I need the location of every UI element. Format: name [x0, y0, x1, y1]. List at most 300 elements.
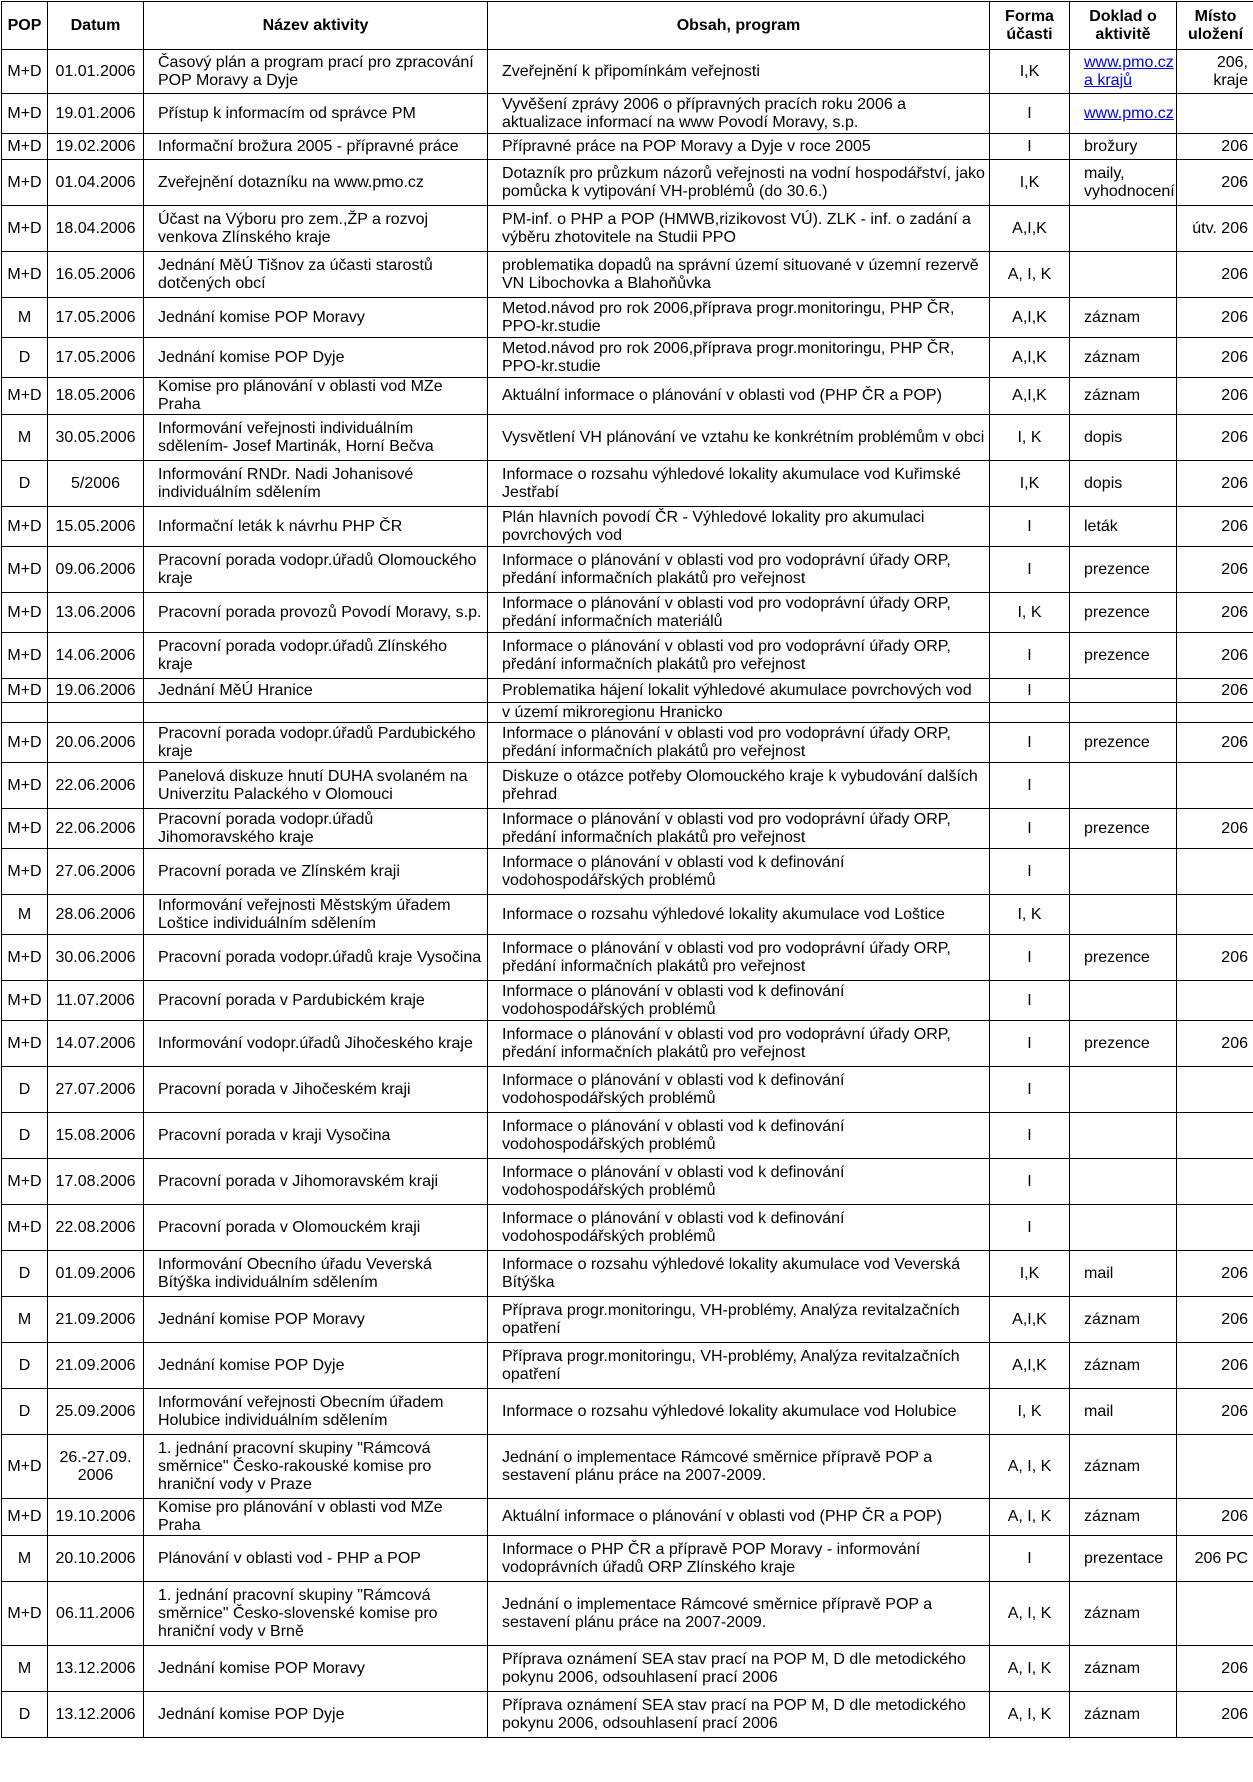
forma-cell: A,I,K	[990, 378, 1070, 415]
date-cell	[48, 703, 144, 723]
misto-cell	[1177, 849, 1253, 895]
doklad-cell: prezence	[1070, 1021, 1177, 1067]
forma-cell: I, K	[990, 895, 1070, 935]
table-row	[2, 1692, 1253, 1738]
forma-cell: A,I,K	[990, 1297, 1070, 1343]
table-row	[2, 507, 1253, 547]
activity-table-wrapper	[1, 1, 1253, 1738]
pop-cell: M+D	[2, 849, 48, 895]
content-cell: Přípravné práce na POP Moravy a Dyje v roce 2005	[488, 134, 990, 160]
doklad-cell: prezence	[1070, 723, 1177, 763]
misto-cell: 206	[1177, 461, 1253, 507]
pop-cell: M+D	[2, 50, 48, 94]
table-row	[2, 1159, 1253, 1205]
table-row	[2, 1646, 1253, 1692]
doklad-cell	[1070, 1113, 1177, 1159]
doklad-cell: dopis	[1070, 461, 1177, 507]
table-row	[2, 252, 1253, 298]
date-cell: 21.09.2006	[48, 1343, 144, 1389]
pop-cell: D	[2, 338, 48, 378]
misto-cell: 206	[1177, 378, 1253, 415]
misto-cell: 206	[1177, 1646, 1253, 1692]
activity-name-cell: Informační leták k návrhu PHP ČR	[144, 507, 488, 547]
forma-cell: I	[990, 935, 1070, 981]
date-cell: 22.06.2006	[48, 763, 144, 809]
pop-cell: M+D	[2, 378, 48, 415]
content-cell: problematika dopadů na správní území situované v územní rezervě VN Libochovka a Blahoňůvka	[488, 252, 990, 298]
activity-name-cell: Přístup k informacím od správce PM	[144, 94, 488, 134]
doklad-cell: prezence	[1070, 593, 1177, 633]
activity-name-cell: Pracovní porada vodopr.úřadů Olomouckého kraje	[144, 547, 488, 593]
date-cell: 17.05.2006	[48, 338, 144, 378]
activity-name-cell: Informování Obecního úřadu Veverská Bítýška individuálním sdělením	[144, 1251, 488, 1297]
content-cell: Informace o plánování v oblasti vod k definování vodohospodářských problémů	[488, 981, 990, 1021]
date-cell: 30.06.2006	[48, 935, 144, 981]
date-cell: 15.05.2006	[48, 507, 144, 547]
content-cell: Aktuální informace o plánování v oblasti vod (PHP ČR a POP)	[488, 378, 990, 415]
misto-cell: 206	[1177, 134, 1253, 160]
forma-cell: I, K	[990, 1389, 1070, 1435]
pop-cell: M+D	[2, 763, 48, 809]
table-row	[2, 1389, 1253, 1435]
doklad-cell	[1070, 50, 1177, 94]
table-row	[2, 1343, 1253, 1389]
doklad-cell	[1070, 1067, 1177, 1113]
doklad-cell	[1070, 206, 1177, 252]
misto-cell: 206	[1177, 507, 1253, 547]
date-cell: 25.09.2006	[48, 1389, 144, 1435]
pop-cell: M+D	[2, 1205, 48, 1251]
doklad-cell: prezence	[1070, 809, 1177, 849]
doklad-cell	[1070, 763, 1177, 809]
forma-cell: I, K	[990, 415, 1070, 461]
date-cell: 01.01.2006	[48, 50, 144, 94]
content-cell: Vyvěšení zprávy 2006 o přípravných pracích roku 2006 a aktualizace informací na www Povodí Moravy, s.p.	[488, 94, 990, 134]
date-cell: 13.12.2006	[48, 1692, 144, 1738]
forma-cell: I	[990, 547, 1070, 593]
content-cell: Dotazník pro průzkum názorů veřejnosti na vodní hospodářství, jako pomůcka k vytipování VH-problémů (do 30.6.)	[488, 160, 990, 206]
pop-cell: D	[2, 1343, 48, 1389]
misto-cell: 206	[1177, 809, 1253, 849]
activity-name-cell: Komise pro plánování v oblasti vod MZe Praha	[144, 378, 488, 415]
date-cell: 20.10.2006	[48, 1536, 144, 1582]
pop-cell: M+D	[2, 160, 48, 206]
content-cell: Informace o plánování v oblasti vod pro vodoprávní úřady ORP, předání informačních plakátů pro veřejnost	[488, 1021, 990, 1067]
misto-cell: 206	[1177, 160, 1253, 206]
pop-cell: M+D	[2, 507, 48, 547]
table-row	[2, 378, 1253, 415]
content-cell: v území mikroregionu Hranicko	[488, 703, 990, 723]
content-cell: Jednání o implementace Rámcové směrnice přípravě POP a sestavení plánu práce na 2007-2009.	[488, 1435, 990, 1499]
content-cell: Informace o plánování v oblasti vod k definování vodohospodářských problémů	[488, 1205, 990, 1251]
forma-cell: A, I, K	[990, 252, 1070, 298]
table-row	[2, 1113, 1253, 1159]
table-row	[2, 723, 1253, 763]
doklad-cell: záznam	[1070, 1297, 1177, 1343]
forma-cell: I	[990, 1067, 1070, 1113]
pop-cell: D	[2, 1113, 48, 1159]
activity-name-cell: Jednání komise POP Moravy	[144, 1646, 488, 1692]
activity-name-cell: Pracovní porada vodopr.úřadů Pardubického kraje	[144, 723, 488, 763]
pop-cell: M+D	[2, 134, 48, 160]
content-cell: Příprava oznámení SEA stav prací na POP M, D dle metodického pokynu 2006, odsouhlasení prací 2006	[488, 1646, 990, 1692]
doklad-cell	[1070, 94, 1177, 134]
header-obsah: Obsah, program	[488, 2, 990, 50]
misto-cell: 206	[1177, 1692, 1253, 1738]
activity-name-cell: Panelová diskuze hnutí DUHA svolaném na Univerzitu Palackého v Olomouci	[144, 763, 488, 809]
table-row	[2, 679, 1253, 703]
table-row	[2, 763, 1253, 809]
table-row	[2, 547, 1253, 593]
misto-cell: 206	[1177, 723, 1253, 763]
misto-cell	[1177, 703, 1253, 723]
forma-cell: I	[990, 809, 1070, 849]
pop-cell: D	[2, 461, 48, 507]
content-cell: Zveřejnění k připomínkám veřejnosti	[488, 50, 990, 94]
content-cell: PM-inf. o PHP a POP (HMWB,rizikovost VÚ). ZLK - inf. o zadání a výběru zhotovitele na Studii PPO	[488, 206, 990, 252]
doklad-cell: brožury	[1070, 134, 1177, 160]
activity-name-cell: Informování vodopr.úřadů Jihočeského kraje	[144, 1021, 488, 1067]
misto-cell	[1177, 94, 1253, 134]
misto-cell: 206	[1177, 679, 1253, 703]
pop-cell: M+D	[2, 1021, 48, 1067]
doklad-cell: prezence	[1070, 547, 1177, 593]
forma-cell	[990, 703, 1070, 723]
date-cell: 19.10.2006	[48, 1499, 144, 1536]
doklad-cell: záznam	[1070, 378, 1177, 415]
activity-name-cell: Jednání komise POP Dyje	[144, 1343, 488, 1389]
pop-cell: M	[2, 1297, 48, 1343]
misto-cell: 206	[1177, 252, 1253, 298]
forma-cell: I	[990, 94, 1070, 134]
content-cell: Informace o plánování v oblasti vod pro vodoprávní úřady ORP, předání informačních plakátů pro veřejnost	[488, 547, 990, 593]
header-pop: POP	[2, 2, 48, 50]
misto-cell	[1177, 1205, 1253, 1251]
pop-cell: M+D	[2, 935, 48, 981]
date-cell: 18.05.2006	[48, 378, 144, 415]
forma-cell: I,K	[990, 1251, 1070, 1297]
table-row	[2, 1499, 1253, 1536]
date-cell: 14.07.2006	[48, 1021, 144, 1067]
doklad-link[interactable]: www.pmo.cz a krajů	[1084, 53, 1174, 89]
misto-cell: 206, kraje	[1177, 50, 1253, 94]
date-cell: 16.05.2006	[48, 252, 144, 298]
activity-name-cell: Jednání komise POP Moravy	[144, 298, 488, 338]
doklad-cell	[1070, 1205, 1177, 1251]
activity-name-cell: Pracovní porada v Jihomoravském kraji	[144, 1159, 488, 1205]
table-row	[2, 593, 1253, 633]
pop-cell: M+D	[2, 981, 48, 1021]
forma-cell: A,I,K	[990, 206, 1070, 252]
pop-cell: M+D	[2, 593, 48, 633]
content-cell: Informace o plánování v oblasti vod pro vodoprávní úřady ORP, předání informačních plakátů pro veřejnost	[488, 935, 990, 981]
doklad-cell: leták	[1070, 507, 1177, 547]
content-cell: Informace o plánování v oblasti vod k definování vodohospodářských problémů	[488, 849, 990, 895]
pop-cell: M+D	[2, 206, 48, 252]
misto-cell	[1177, 981, 1253, 1021]
content-cell: Informace o plánování v oblasti vod pro vodoprávní úřady ORP, předání informačních plakátů pro veřejnost	[488, 809, 990, 849]
pop-cell: M+D	[2, 679, 48, 703]
activity-name-cell: Pracovní porada v Jihočeském kraji	[144, 1067, 488, 1113]
content-cell: Příprava progr.monitoringu, VH-problémy, Analýza revitalzačních opatření	[488, 1343, 990, 1389]
content-cell: Metod.návod pro rok 2006,příprava progr.monitoringu, PHP ČR, PPO-kr.studie	[488, 298, 990, 338]
table-body	[2, 50, 1253, 1738]
pop-cell: M+D	[2, 94, 48, 134]
doklad-cell	[1070, 679, 1177, 703]
activity-name-cell: Jednání MěÚ Hranice	[144, 679, 488, 703]
table-row	[2, 1021, 1253, 1067]
date-cell: 28.06.2006	[48, 895, 144, 935]
misto-cell: 206	[1177, 1499, 1253, 1536]
table-row	[2, 849, 1253, 895]
forma-cell: A, I, K	[990, 1499, 1070, 1536]
activity-name-cell: 1. jednání pracovní skupiny "Rámcová směrnice" Česko-slovenské komise pro hraniční vody v Brně	[144, 1582, 488, 1646]
table-row	[2, 1297, 1253, 1343]
misto-cell	[1177, 1113, 1253, 1159]
misto-cell	[1177, 1159, 1253, 1205]
activity-name-cell: Pracovní porada provozů Povodí Moravy, s.p.	[144, 593, 488, 633]
date-cell: 11.07.2006	[48, 981, 144, 1021]
table-row	[2, 809, 1253, 849]
date-cell: 27.07.2006	[48, 1067, 144, 1113]
table-row	[2, 981, 1253, 1021]
date-cell: 01.04.2006	[48, 160, 144, 206]
content-cell: Informace o PHP ČR a přípravě POP Moravy - informování vodoprávních úřadů ORP Zlínského kraje	[488, 1536, 990, 1582]
table-row	[2, 206, 1253, 252]
pop-cell	[2, 703, 48, 723]
activity-name-cell: Komise pro plánování v oblasti vod MZe Praha	[144, 1499, 488, 1536]
pop-cell: M+D	[2, 1435, 48, 1499]
table-row	[2, 633, 1253, 679]
forma-cell: A,I,K	[990, 1343, 1070, 1389]
content-cell: Informace o rozsahu výhledové lokality akumulace vod Veverská Bítýška	[488, 1251, 990, 1297]
forma-cell: I	[990, 679, 1070, 703]
pop-cell: M+D	[2, 1499, 48, 1536]
misto-cell	[1177, 1582, 1253, 1646]
content-cell: Vysvětlení VH plánování ve vztahu ke konkrétním problémům v obci	[488, 415, 990, 461]
activity-name-cell: Jednání komise POP Moravy	[144, 1297, 488, 1343]
content-cell: Příprava oznámení SEA stav prací na POP M, D dle metodického pokynu 2006, odsouhlasení prací 2006	[488, 1692, 990, 1738]
forma-cell: I	[990, 633, 1070, 679]
doklad-cell	[1070, 895, 1177, 935]
misto-cell: 206	[1177, 1343, 1253, 1389]
activity-name-cell: Pracovní porada v kraji Vysočina	[144, 1113, 488, 1159]
pop-cell: D	[2, 1251, 48, 1297]
pop-cell: M+D	[2, 1159, 48, 1205]
date-cell: 21.09.2006	[48, 1297, 144, 1343]
table-row	[2, 1251, 1253, 1297]
pop-cell: D	[2, 1389, 48, 1435]
date-cell: 26.-27.09. 2006	[48, 1435, 144, 1499]
doklad-cell: maily, vyhodnocení	[1070, 160, 1177, 206]
doklad-cell: záznam	[1070, 1582, 1177, 1646]
activity-name-cell: Informování veřejnosti individuálním sdělením- Josef Martinák, Horní Bečva	[144, 415, 488, 461]
activity-name-cell: Plánování v oblasti vod - PHP a POP	[144, 1536, 488, 1582]
forma-cell: I	[990, 1159, 1070, 1205]
date-cell: 13.06.2006	[48, 593, 144, 633]
doklad-cell: prezence	[1070, 935, 1177, 981]
activity-name-cell: Informování RNDr. Nadi Johanisové individuálním sdělením	[144, 461, 488, 507]
doklad-cell	[1070, 849, 1177, 895]
table-row	[2, 935, 1253, 981]
doklad-cell: záznam	[1070, 338, 1177, 378]
header-datum: Datum	[48, 2, 144, 50]
misto-cell: 206	[1177, 298, 1253, 338]
date-cell: 06.11.2006	[48, 1582, 144, 1646]
table-row	[2, 1435, 1253, 1499]
forma-cell: A, I, K	[990, 1582, 1070, 1646]
pop-cell: D	[2, 1067, 48, 1113]
doklad-link[interactable]: www.pmo.cz	[1084, 104, 1174, 122]
misto-cell	[1177, 895, 1253, 935]
table-row	[2, 415, 1253, 461]
misto-cell: 206	[1177, 1297, 1253, 1343]
forma-cell: I,K	[990, 50, 1070, 94]
date-cell: 19.02.2006	[48, 134, 144, 160]
misto-cell: 206	[1177, 593, 1253, 633]
misto-cell: 206	[1177, 1389, 1253, 1435]
misto-cell: 206	[1177, 415, 1253, 461]
date-cell: 17.08.2006	[48, 1159, 144, 1205]
forma-cell: A, I, K	[990, 1692, 1070, 1738]
doklad-cell: záznam	[1070, 1646, 1177, 1692]
misto-cell: 206	[1177, 935, 1253, 981]
doklad-cell	[1070, 252, 1177, 298]
doklad-cell: záznam	[1070, 1692, 1177, 1738]
pop-cell: M+D	[2, 547, 48, 593]
activity-name-cell: Časový plán a program prací pro zpracování POP Moravy a Dyje	[144, 50, 488, 94]
doklad-cell	[1070, 981, 1177, 1021]
header-forma: Forma účasti	[990, 2, 1070, 50]
activity-name-cell: Pracovní porada vodopr.úřadů Zlínského kraje	[144, 633, 488, 679]
misto-cell	[1177, 1435, 1253, 1499]
activity-name-cell: Informační brožura 2005 - přípravné práce	[144, 134, 488, 160]
pop-cell: M+D	[2, 1582, 48, 1646]
table-row	[2, 1582, 1253, 1646]
content-cell: Metod.návod pro rok 2006,příprava progr.monitoringu, PHP ČR, PPO-kr.studie	[488, 338, 990, 378]
activity-name-cell: Informování veřejnosti Městským úřadem Loštice individuálním sdělením	[144, 895, 488, 935]
activity-name-cell: Jednání komise POP Dyje	[144, 338, 488, 378]
doklad-cell: záznam	[1070, 1435, 1177, 1499]
table-row	[2, 703, 1253, 723]
activity-name-cell: Pracovní porada vodopr.úřadů Jihomoravského kraje	[144, 809, 488, 849]
doklad-cell: dopis	[1070, 415, 1177, 461]
date-cell: 01.09.2006	[48, 1251, 144, 1297]
table-row	[2, 134, 1253, 160]
doklad-cell: mail	[1070, 1389, 1177, 1435]
date-cell: 19.01.2006	[48, 94, 144, 134]
date-cell: 13.12.2006	[48, 1646, 144, 1692]
misto-cell: 206	[1177, 1021, 1253, 1067]
date-cell: 22.08.2006	[48, 1205, 144, 1251]
forma-cell: I	[990, 1536, 1070, 1582]
content-cell: Jednání o implementace Rámcové směrnice přípravě POP a sestavení plánu práce na 2007-2009.	[488, 1582, 990, 1646]
activity-name-cell: Pracovní porada vodopr.úřadů kraje Vysočina	[144, 935, 488, 981]
activity-name-cell: Informování veřejnosti Obecním úřadem Holubice individuálním sdělením	[144, 1389, 488, 1435]
doklad-cell: záznam	[1070, 298, 1177, 338]
activity-name-cell: Pracovní porada v Pardubickém kraje	[144, 981, 488, 1021]
doklad-cell	[1070, 1159, 1177, 1205]
date-cell: 30.05.2006	[48, 415, 144, 461]
pop-cell: M	[2, 415, 48, 461]
content-cell: Aktuální informace o plánování v oblasti vod (PHP ČR a POP)	[488, 1499, 990, 1536]
misto-cell	[1177, 1067, 1253, 1113]
table-row	[2, 1067, 1253, 1113]
forma-cell: A,I,K	[990, 298, 1070, 338]
content-cell: Informace o plánování v oblasti vod pro vodoprávní úřady ORP, předání informačních plakátů pro veřejnost	[488, 723, 990, 763]
activity-name-cell: Pracovní porada ve Zlínském kraji	[144, 849, 488, 895]
forma-cell: I	[990, 981, 1070, 1021]
forma-cell: I	[990, 1021, 1070, 1067]
misto-cell	[1177, 763, 1253, 809]
forma-cell: I	[990, 723, 1070, 763]
forma-cell: A, I, K	[990, 1435, 1070, 1499]
date-cell: 5/2006	[48, 461, 144, 507]
table-row	[2, 895, 1253, 935]
header-misto: Místo uložení	[1177, 2, 1253, 50]
doklad-cell: záznam	[1070, 1343, 1177, 1389]
content-cell: Informace o plánování v oblasti vod k definování vodohospodářských problémů	[488, 1113, 990, 1159]
pop-cell: M+D	[2, 723, 48, 763]
pop-cell: M	[2, 1536, 48, 1582]
content-cell: Diskuze o otázce potřeby Olomouckého kraje k vybudování dalších přehrad	[488, 763, 990, 809]
table-row	[2, 1205, 1253, 1251]
activity-name-cell: Zveřejnění dotazníku na www.pmo.cz	[144, 160, 488, 206]
content-cell: Informace o plánování v oblasti vod k definování vodohospodářských problémů	[488, 1159, 990, 1205]
forma-cell: I	[990, 1113, 1070, 1159]
forma-cell: I,K	[990, 461, 1070, 507]
pop-cell: M+D	[2, 252, 48, 298]
content-cell: Informace o rozsahu výhledové lokality akumulace vod Kuřimské Jestřabí	[488, 461, 990, 507]
table-row	[2, 298, 1253, 338]
misto-cell: 206	[1177, 633, 1253, 679]
misto-cell: 206 PC	[1177, 1536, 1253, 1582]
doklad-cell: mail	[1070, 1251, 1177, 1297]
date-cell: 20.06.2006	[48, 723, 144, 763]
activity-name-cell: Pracovní porada v Olomouckém kraji	[144, 1205, 488, 1251]
pop-cell: D	[2, 1692, 48, 1738]
content-cell: Informace o plánování v oblasti vod k definování vodohospodářských problémů	[488, 1067, 990, 1113]
date-cell: 27.06.2006	[48, 849, 144, 895]
date-cell: 18.04.2006	[48, 206, 144, 252]
forma-cell: I	[990, 849, 1070, 895]
content-cell: Problematika hájení lokalit výhledové akumulace povrchových vod	[488, 679, 990, 703]
activity-name-cell: Účast na Výboru pro zem.,ŽP a rozvoj venkova Zlínského kraje	[144, 206, 488, 252]
content-cell: Plán hlavních povodí ČR - Výhledové lokality pro akumulaci povrchových vod	[488, 507, 990, 547]
date-cell: 22.06.2006	[48, 809, 144, 849]
activity-name-cell: 1. jednání pracovní skupiny "Rámcová směrnice" Česko-rakouské komise pro hraniční vody v Praze	[144, 1435, 488, 1499]
content-cell: Informace o plánování v oblasti vod pro vodoprávní úřady ORP, předání informačních plakátů pro veřejnost	[488, 633, 990, 679]
forma-cell: I	[990, 763, 1070, 809]
table-header-row	[2, 2, 1253, 50]
pop-cell: M	[2, 1646, 48, 1692]
misto-cell: útv. 206	[1177, 206, 1253, 252]
doklad-cell: prezentace	[1070, 1536, 1177, 1582]
activity-name-cell: Jednání komise POP Dyje	[144, 1692, 488, 1738]
table-row	[2, 160, 1253, 206]
date-cell: 17.05.2006	[48, 298, 144, 338]
date-cell: 15.08.2006	[48, 1113, 144, 1159]
forma-cell: I	[990, 134, 1070, 160]
date-cell: 19.06.2006	[48, 679, 144, 703]
table-row	[2, 461, 1253, 507]
misto-cell: 206	[1177, 547, 1253, 593]
misto-cell: 206	[1177, 1251, 1253, 1297]
content-cell: Informace o rozsahu výhledové lokality akumulace vod Loštice	[488, 895, 990, 935]
misto-cell: 206	[1177, 338, 1253, 378]
date-cell: 09.06.2006	[48, 547, 144, 593]
header-doklad: Doklad o aktivitě	[1070, 2, 1177, 50]
